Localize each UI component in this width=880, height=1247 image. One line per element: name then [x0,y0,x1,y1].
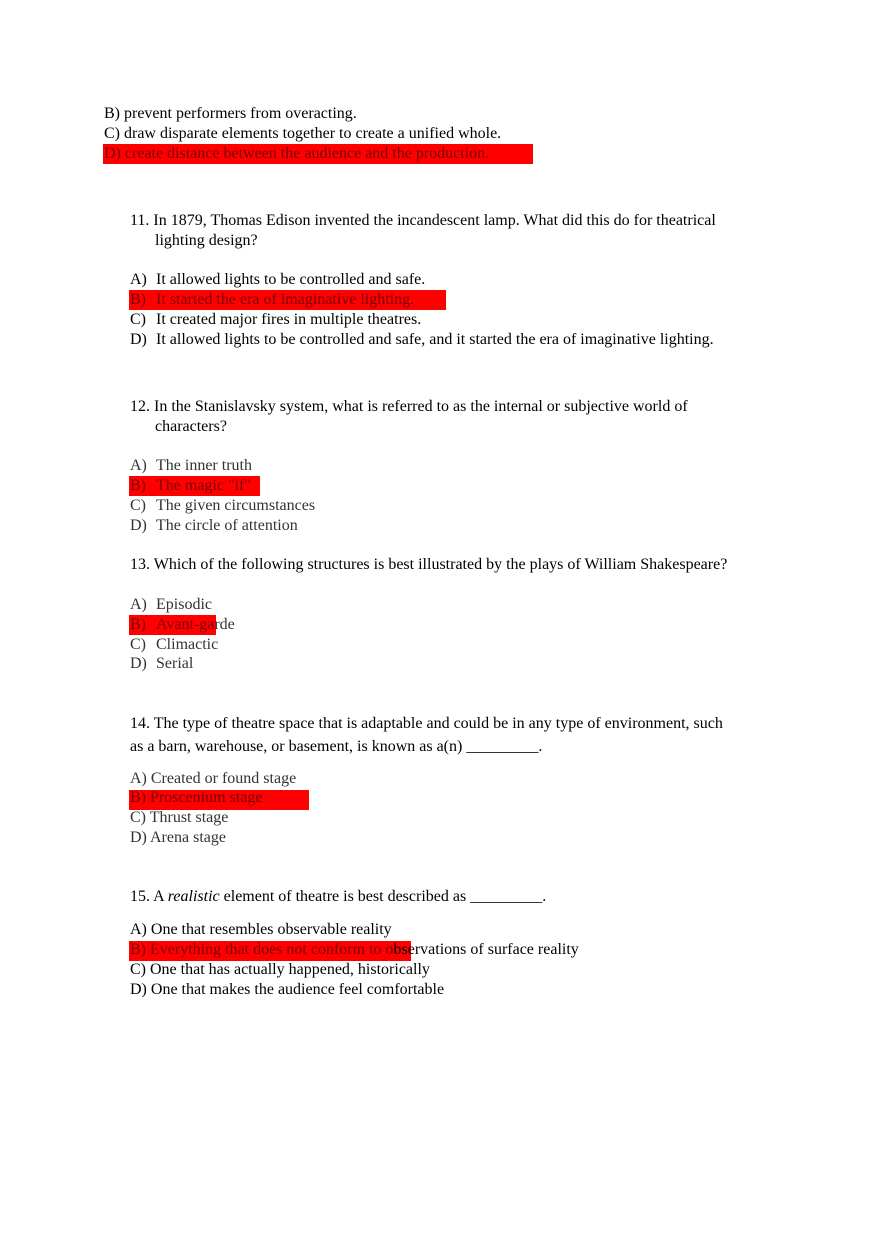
question-11-option-b: B) It started the era of imaginative lighting. [130,291,415,308]
question-15-option-a: A) One that resembles observable reality [130,921,392,938]
option-b-prev: B) prevent performers from overacting. [104,105,357,122]
question-15-option-c: C) One that has actually happened, historically [130,961,430,978]
question-12-stem-line2: characters? [155,418,227,435]
question-14-stem-line1: 14. The type of theatre space that is adaptable and could be in any type of environment, such [130,715,723,732]
question-12-option-d: D) The circle of attention [130,517,298,534]
question-14-option-c: C) Thrust stage [130,809,229,826]
question-13-option-b: B) Avant-garde [130,616,235,633]
option-c-prev: C) draw disparate elements together to create a unified whole. [104,125,502,142]
question-14-stem-line2: as a barn, warehouse, or basement, is known as a(n) _________. [130,738,543,755]
question-14-option-d: D) Arena stage [130,829,226,846]
question-12-stem-line1: 12. In the Stanislavsky system, what is referred to as the internal or subjective world of [130,398,688,415]
question-11-option-a: A) It allowed lights to be controlled and safe. [130,271,426,288]
question-13-option-a: A) Episodic [130,596,212,613]
question-12-option-b: B) The magic "if" [130,477,251,494]
question-13-option-d: D) Serial [130,655,194,672]
question-14-option-a: A) Created or found stage [130,770,297,787]
question-13-stem: 13. Which of the following structures is best illustrated by the plays of William Shakespeare? [130,556,728,573]
question-14-option-b: B) Proscenium stage [130,789,263,806]
question-15-option-d: D) One that makes the audience feel comfortable [130,981,445,998]
question-15-stem: 15. A realistic element of theatre is best described as _________. [130,888,547,905]
question-13-option-c: C) Climactic [130,636,219,653]
option-d-prev: D) create distance between the audience and the production. [104,145,490,162]
question-15-option-b: B) Everything that does not conform to observations of surface reality [130,941,579,958]
question-12-option-a: A) The inner truth [130,457,252,474]
question-11-stem-line2: lighting design? [155,232,258,249]
question-11-option-d: D) It allowed lights to be controlled and safe, and it started the era of imaginative lighting. [130,331,714,348]
question-12-option-c: C) The given circumstances [130,497,316,514]
question-11-stem-line1: 11. In 1879, Thomas Edison invented the incandescent lamp. What did this do for theatrical [130,212,716,229]
question-11-option-c: C) It created major fires in multiple theatres. [130,311,422,328]
